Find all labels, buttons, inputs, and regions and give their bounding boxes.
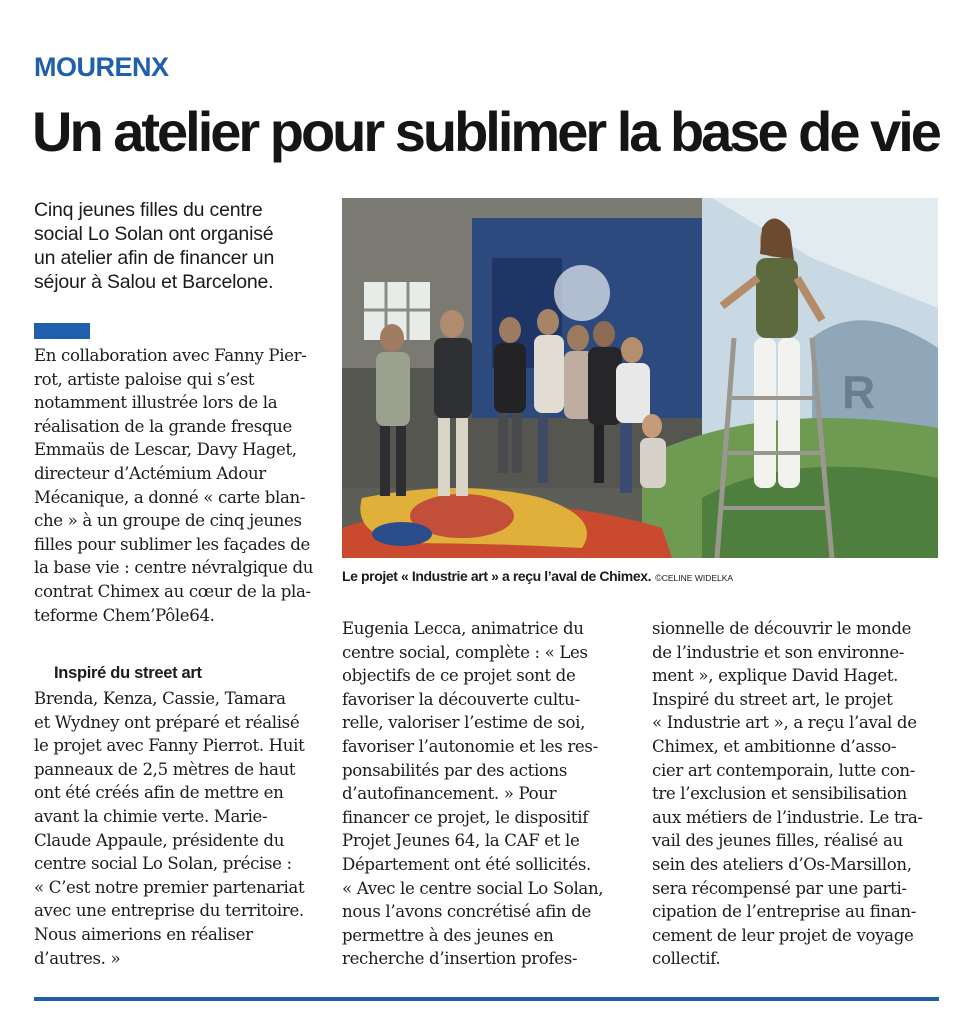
bottom-rule xyxy=(34,997,939,1001)
body-column-2: Eugenia Lecca, animatrice du centre social, complète : « Les objectifs de ce projet sont de favoriser la découverte cultu- relle, valoriser l’estime de soi, favoriser l’autonomie et les res- ponsabilités par des actions d’autofinancement. » Pour financer ce projet, le dispositif Projet Jeunes 64, la CAF et le Département ont été sollicités. « Avec le centre social Lo Solan, nous l’avons concrétisé afin de permettre à des jeunes en recherche d’insertion profes- xyxy=(342,619,604,969)
section-kicker: MOURENX xyxy=(34,52,169,82)
article-photo xyxy=(342,198,938,558)
svg-text:R: R xyxy=(842,366,876,418)
article-lead: Cinq jeunes filles du centre social Lo Solan ont organisé un atelier afin de financer un séjour à Salou et Barcelone. xyxy=(34,199,275,293)
body-column-1-top: En collaboration avec Fanny Pier- rot, artiste paloise qui s’est notamment illustrée lors de la réalisation de la grande fresque Emmaüs de Lescar, Davy Haget, directeur d’Actémium Adour Mécanique, a donné « carte blan- che » à un groupe de cinq jeunes filles pour sublimer les façades de la base vie : centre névralgique du contrat Chimex au cœur de la pla- teforme Chem’Pôle64. xyxy=(34,346,314,625)
photo-caption xyxy=(342,568,942,584)
intertitle: Inspiré du street art xyxy=(54,664,202,682)
photo-credit xyxy=(655,573,733,583)
article-headline: Un atelier pour sublimer la base de vie xyxy=(32,100,939,163)
lead-divider xyxy=(34,323,90,339)
copyright-icon: © xyxy=(655,573,662,583)
body-column-1-bottom: Brenda, Kenza, Cassie, Tamara et Wydney ont préparé et réalisé le projet avec Fanny Pierrot. Huit panneaux de 2,5 mètres de haut ont été créés afin de mettre en avant la chimie verte. Marie- Claude Appaule, présidente du centre social Lo Solan, précise : « C’est notre premier partenariat avec une entreprise du territoire. Nous aimerions en réaliser d’autres. » xyxy=(34,689,305,968)
caption-text: Le projet « Industrie art » a reçu l’aval de Chimex. xyxy=(342,568,652,584)
photo-credit-name: CELINE WIDELKA xyxy=(661,573,734,583)
body-column-3: sionnelle de découvrir le monde de l’industrie et son environne- ment », explique David Haget. Inspiré du street art, le projet « Industrie art », a reçu l’aval de Chimex, et ambitionne d’asso- cier art contemporain, lutte con- tre l’exclusion et sensibilisation aux métiers de l’industrie. Le tra- vail des jeunes filles, réalisé au sein des ateliers d’Os-Marsillon, sera récompensé par une parti- cipation de l’entreprise au finan- cement de leur projet de voyage collectif. xyxy=(652,619,923,969)
